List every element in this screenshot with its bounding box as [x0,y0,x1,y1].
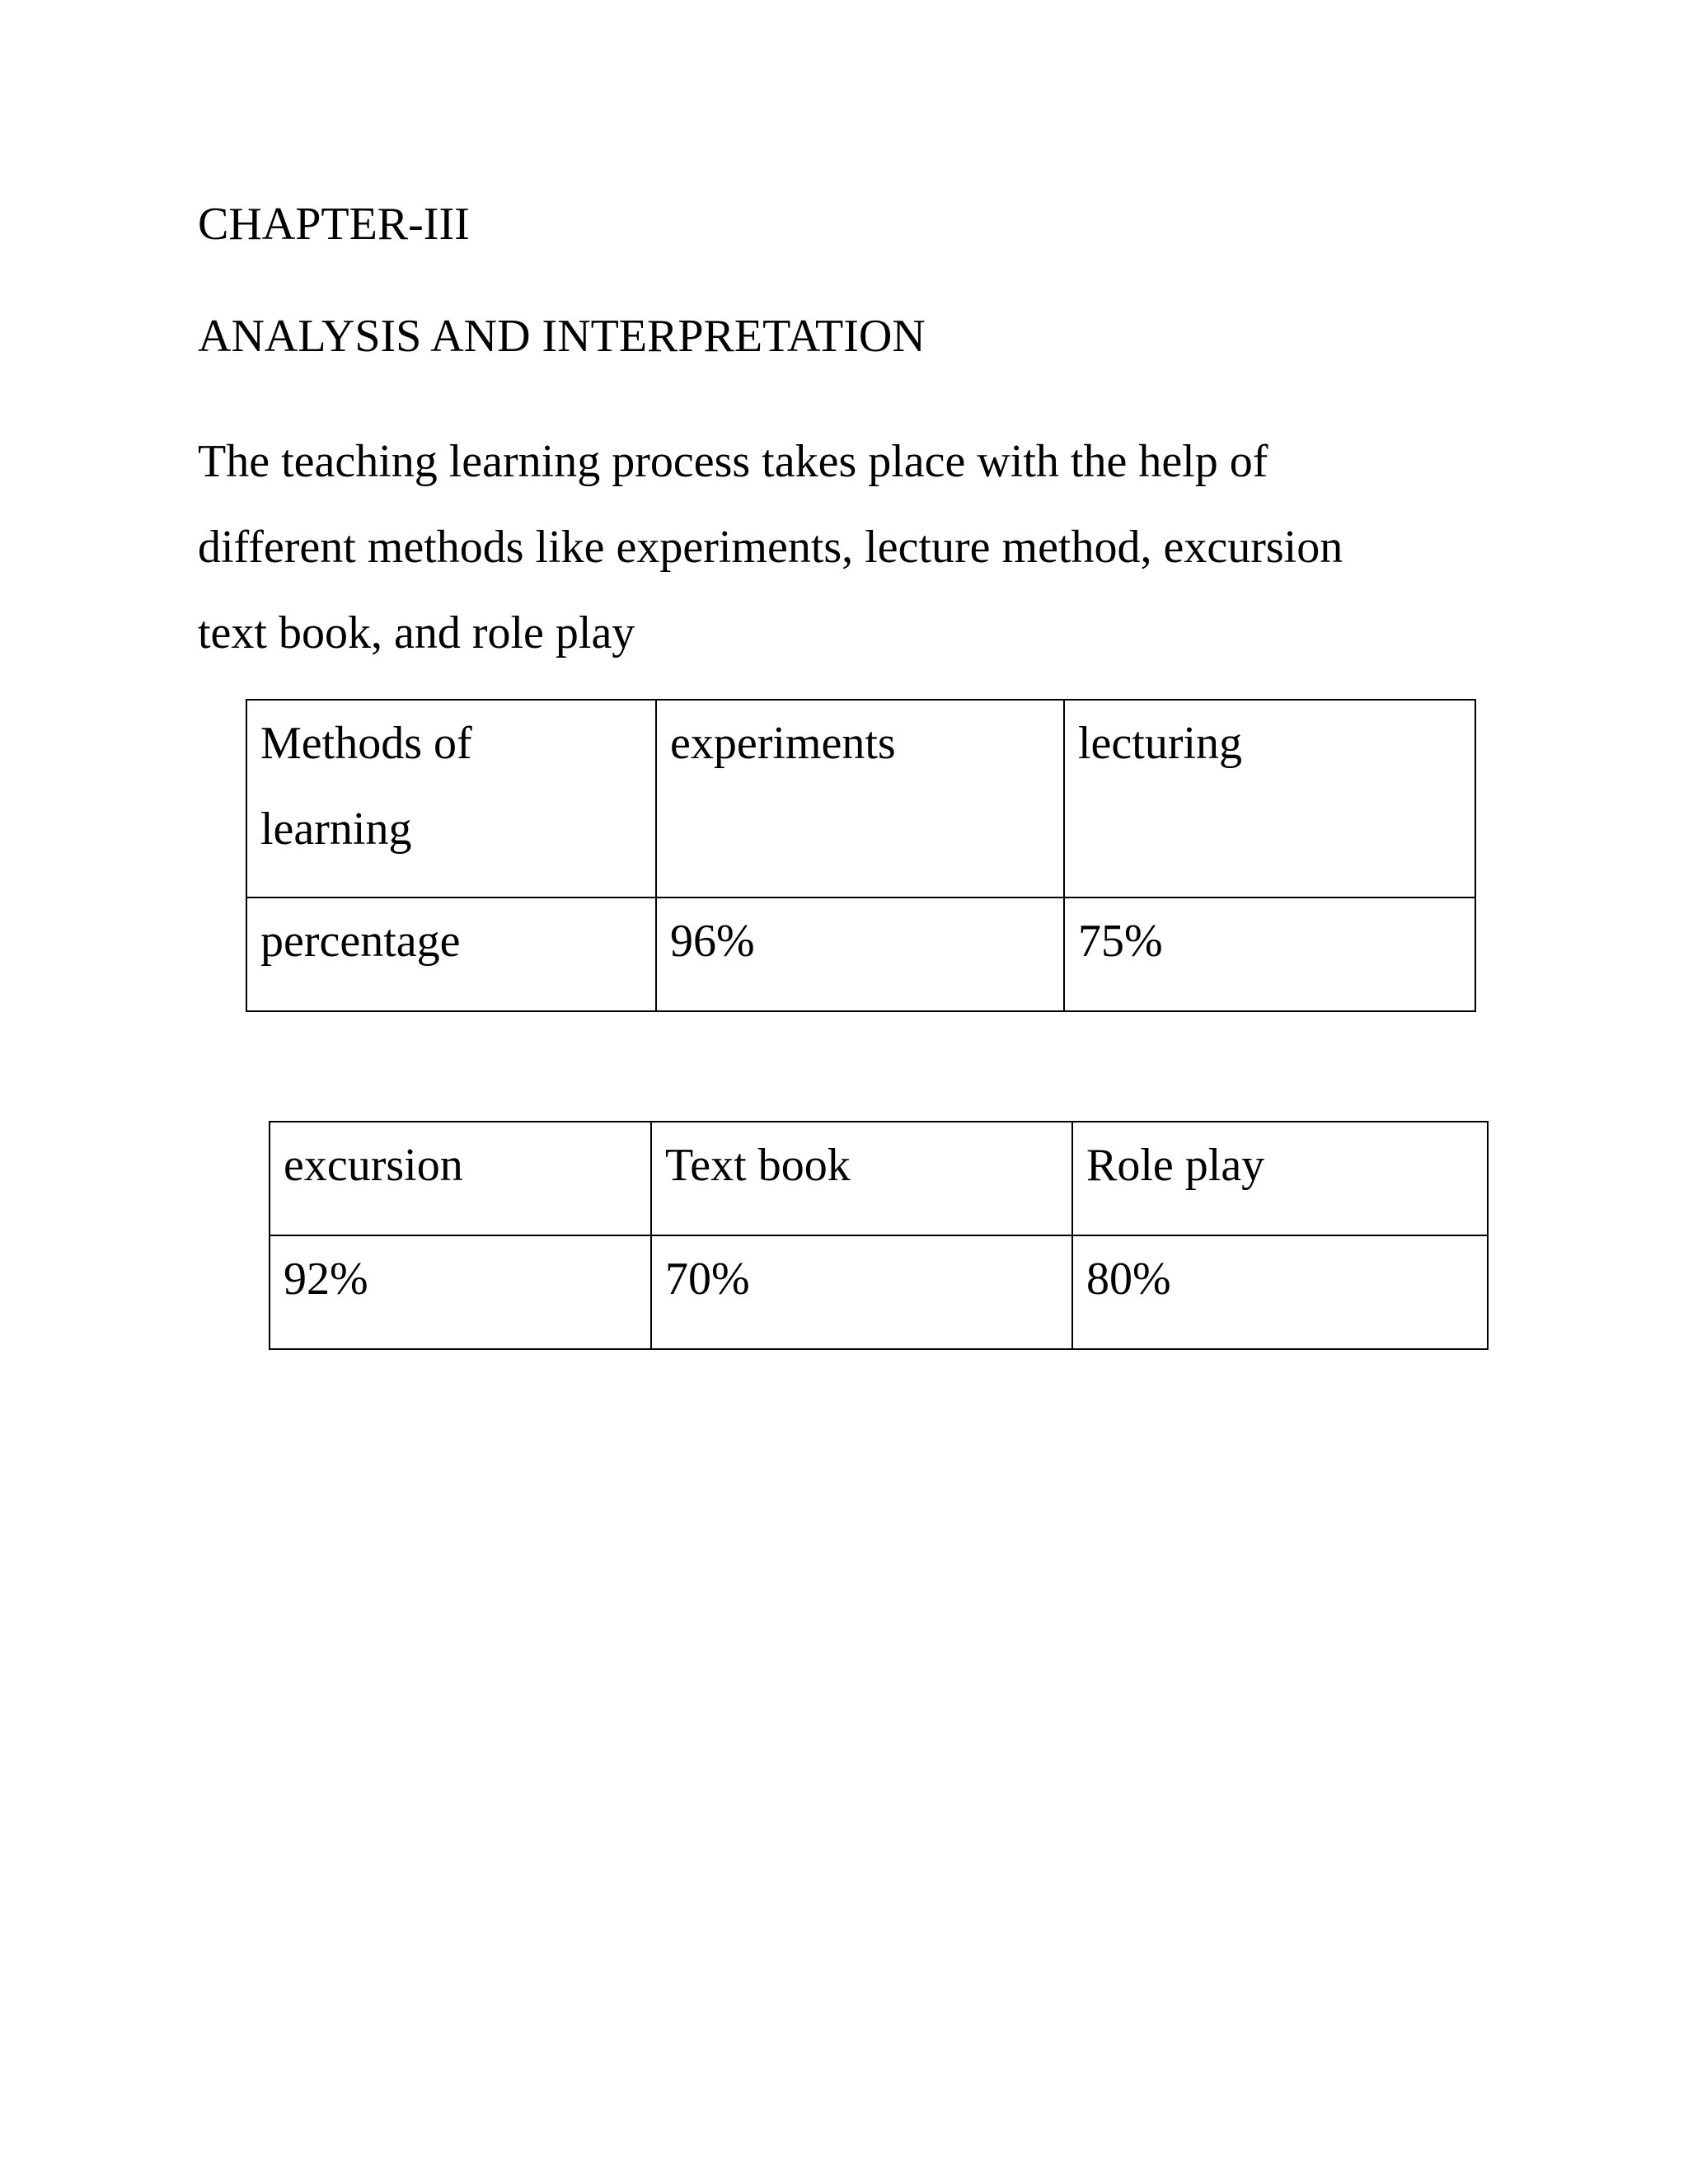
table-cell: 80% [1072,1235,1488,1349]
table-cell: 92% [270,1235,651,1349]
table-row [246,700,1475,898]
table-cell: Role play [1072,1122,1488,1235]
intro-line: text book, and role play [198,607,635,658]
table-cell: 75% [1064,898,1475,1011]
table-row [270,1235,1488,1349]
methods-table-2 [269,1121,1489,1350]
cell-text: Methods of [260,718,472,769]
table-cell: experiments [656,700,1064,898]
methods-table-1 [246,699,1476,1012]
table-cell: Text book [651,1122,1072,1235]
table-cell: excursion [270,1122,651,1235]
cell-text: learning [260,804,412,855]
table-cell: lecturing [1064,700,1475,898]
table-cell: 70% [651,1235,1072,1349]
table-cell-header [246,700,656,898]
intro-paragraph [198,419,1484,676]
table-row [246,898,1475,1011]
intro-line: different methods like experiments, lecture method, excursion [198,522,1343,573]
table-row [270,1122,1488,1235]
section-title: ANALYSIS AND INTERPRETATION [198,311,926,362]
intro-line: The teaching learning process takes place with the help of [198,436,1268,487]
chapter-title: CHAPTER-III [198,199,470,250]
table-cell: percentage [246,898,656,1011]
table-cell: 96% [656,898,1064,1011]
